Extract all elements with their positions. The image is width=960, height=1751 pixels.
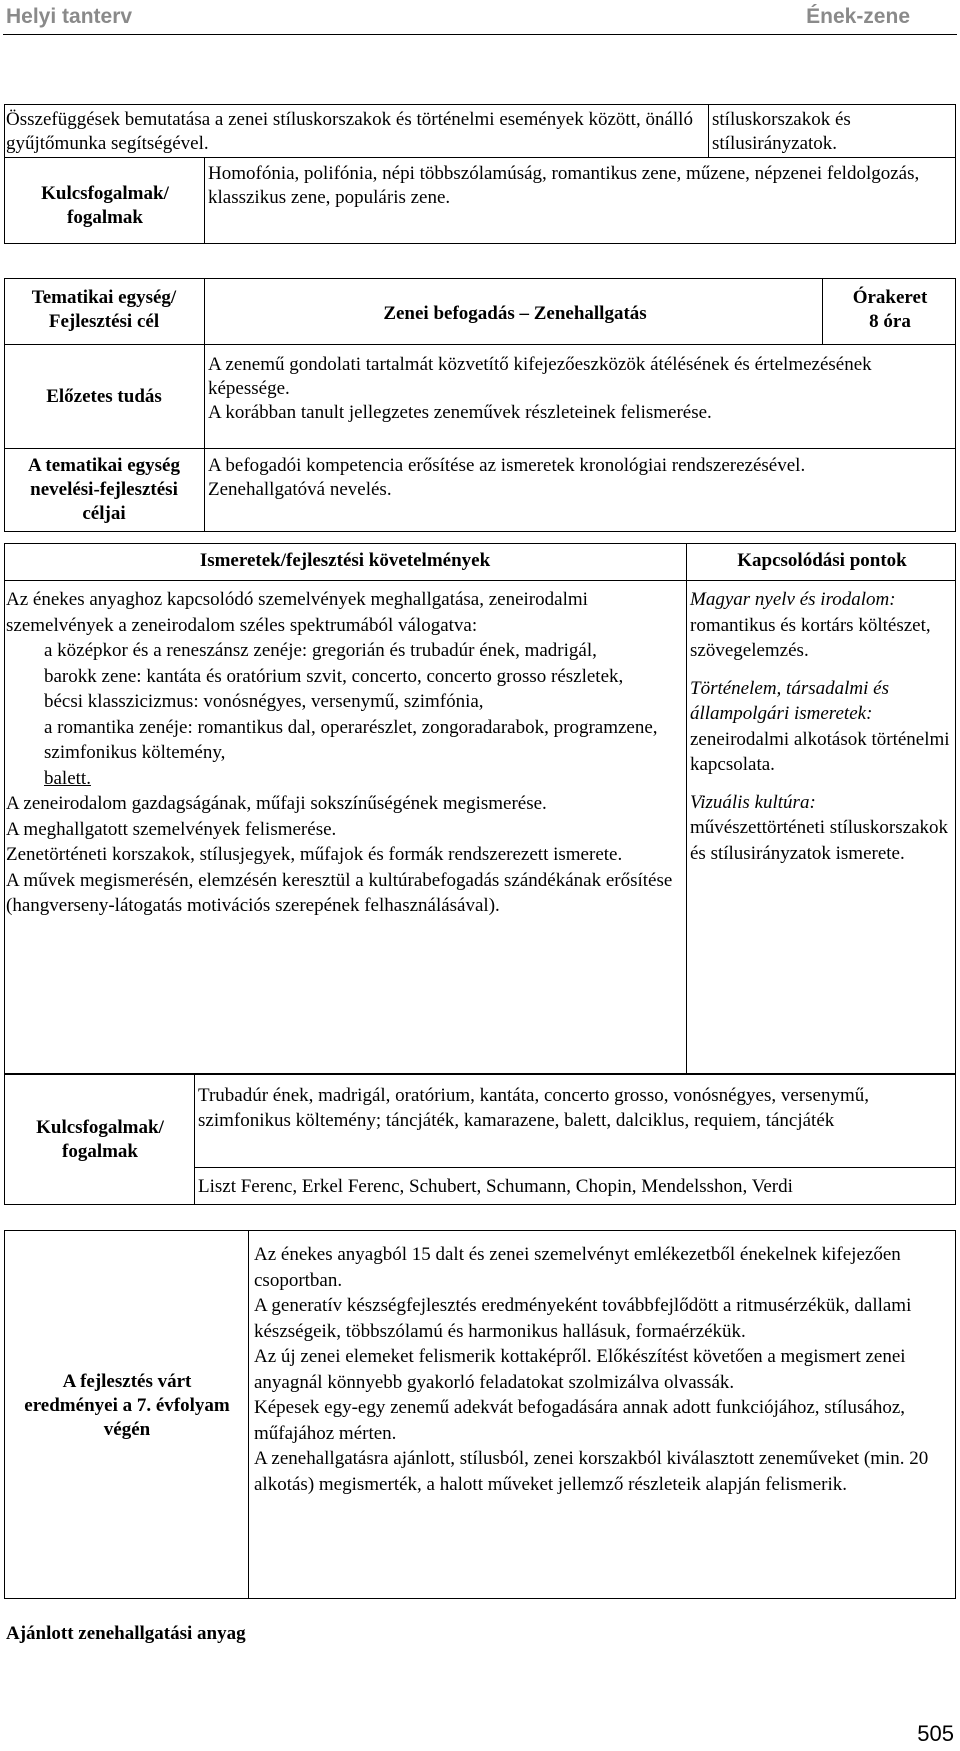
top-row-left-text: Összefüggések bemutatása a zenei stíluskorszakok és történelmi események között, önálló gyűjtőmunka segítségével. bbox=[6, 109, 693, 154]
celok-text: A befogadói kompetencia erősítése az ismeretek kronológiai rendszerezésével. Zenehallgatóvá nevelés. bbox=[208, 455, 806, 500]
results-text: Az énekes anyagból 15 dalt és zenei szemelvényt emlékezetből énekelnek kifejezően csoportban. A generatív készségfejlesztés eredményeként továbbfejlődött a ritmusérzékük, dallami készségeik, többszólamú és harmonikus hallásuk, formaérzékük. Az új zenei elemeket felismerik kottaképről. Előkészítést követően a megismert zenei anyagnál könnyebb gyakorló feladatokat szolmizálva olvassák. Képesek egy-egy zenemű adekvát befogadására annak adott funkciójához, stílusához, műfajához mérten. A zenehallgatásra ajánlott, stílusból, zenei korszakból kiválasztott zeneműveket (min. 20 alkotás) megismerték, a halott műveket jellemző részleteik alapján felismerik. bbox=[254, 1244, 929, 1495]
page-header bbox=[0, 0, 960, 34]
requirements-right-header: Kapcsolódási pontok bbox=[737, 550, 907, 571]
orakeret-value: 8 óra bbox=[869, 311, 911, 332]
header-left: Helyi tanterv bbox=[6, 5, 133, 28]
link-subject: Történelem, társadalmi és állampolgári ismeretek: bbox=[690, 677, 889, 724]
kulcsfogalmak-label: Kulcsfogalmak/ fogalmak bbox=[41, 183, 169, 228]
kapcsolodasi-pontok bbox=[690, 587, 952, 866]
page-number: 505 bbox=[917, 1721, 954, 1746]
unit-title: Zenei befogadás – Zenehallgatás bbox=[383, 303, 647, 324]
header-rule bbox=[3, 34, 957, 35]
link-text: romantikus és kortárs költészet, szövegelemzés. bbox=[690, 614, 931, 661]
elozetes-tudas-label: Előzetes tudás bbox=[46, 386, 162, 407]
results-label: A fejlesztés várt eredményei a 7. évfolyam végén bbox=[24, 1371, 230, 1440]
orakeret-label: Órakeret 8 óra bbox=[826, 286, 954, 334]
link-subject: Vizuális kultúra: bbox=[690, 791, 816, 813]
header-right: Ének-zene bbox=[806, 5, 910, 28]
elozetes-tudas-text: A zenemű gondolati tartalmát közvetítő kifejezőeszközök átélésének és értelmezésének képessége. A korábban tanult jellegzetes zeneművek részleteinek felismerése. bbox=[208, 354, 872, 423]
link-subject: Magyar nyelv és irodalom: bbox=[690, 589, 896, 610]
composers-text: Liszt Ferenc, Erkel Ferenc, Schubert, Schumann, Chopin, Mendelsshon, Verdi bbox=[198, 1176, 793, 1197]
tematikai-egyseg-label: Tematikai egység/ Fejlesztési cél bbox=[31, 287, 177, 332]
celok-label: A tematikai egység nevelési-fejlesztési céljai bbox=[28, 455, 180, 524]
requirements-body: Az énekes anyaghoz kapcsolódó szemelvények meghallgatása, zeneirodalmi szemelvények a zeneirodalom széles spektrumából válogatva: a középkor és a reneszánsz zenéje: gregorián és trubadúr ének, madrigál, barokk zene: kantáta és oratórium szvit, concerto, concerto grosso részletek, bécsi klasszicizmus: vonósnégyes, versenymű, szimfónia, a romantika zenéje: romantikus dal, operarészlet, zongoradarabok, programzene, szimfonikus költemény, balett. A zeneirodalom gazdagságának, műfaji sokszínűségének megismerése. A meghallgatott szemelvények felismerése. Zenetörténeti korszakok, stílusjegyek, műfajok és formák rendszerezett ismerete. A művek megismerésén, elemzésén keresztül a kultúrabefogadás szándékának erősítése (hangverseny-látogatás motivációs szerepének felhasználásával). bbox=[6, 589, 673, 916]
link-text: zeneirodalmi alkotások történelmi kapcsolata. bbox=[690, 728, 950, 775]
footer-heading: Ajánlott zenehallgatási anyag bbox=[6, 1623, 246, 1644]
requirements-left-header: Ismeretek/fejlesztési követelmények bbox=[199, 550, 491, 571]
kulcsfogalmak-2-text: Trubadúr ének, madrigál, oratórium, kantáta, concerto grosso, vonósnégyes, versenymű, szimfonikus költemény; táncjáték, kamarazene, balett, dalciklus, requiem, táncjáték bbox=[198, 1085, 869, 1131]
kulcsfogalmak-text: Homofónia, polifónia, népi többszólamúság, romantikus zene, műzene, népzenei feldolgozás, klasszikus zene, populáris zene. bbox=[208, 163, 920, 208]
top-row-right-text: stíluskorszakok és stílusirányzatok. bbox=[712, 109, 851, 154]
link-text: művészettörténeti stíluskorszakok és stílusirányzatok ismerete. bbox=[690, 817, 949, 864]
kulcsfogalmak-2-label: Kulcsfogalmak/ fogalmak bbox=[36, 1117, 164, 1162]
